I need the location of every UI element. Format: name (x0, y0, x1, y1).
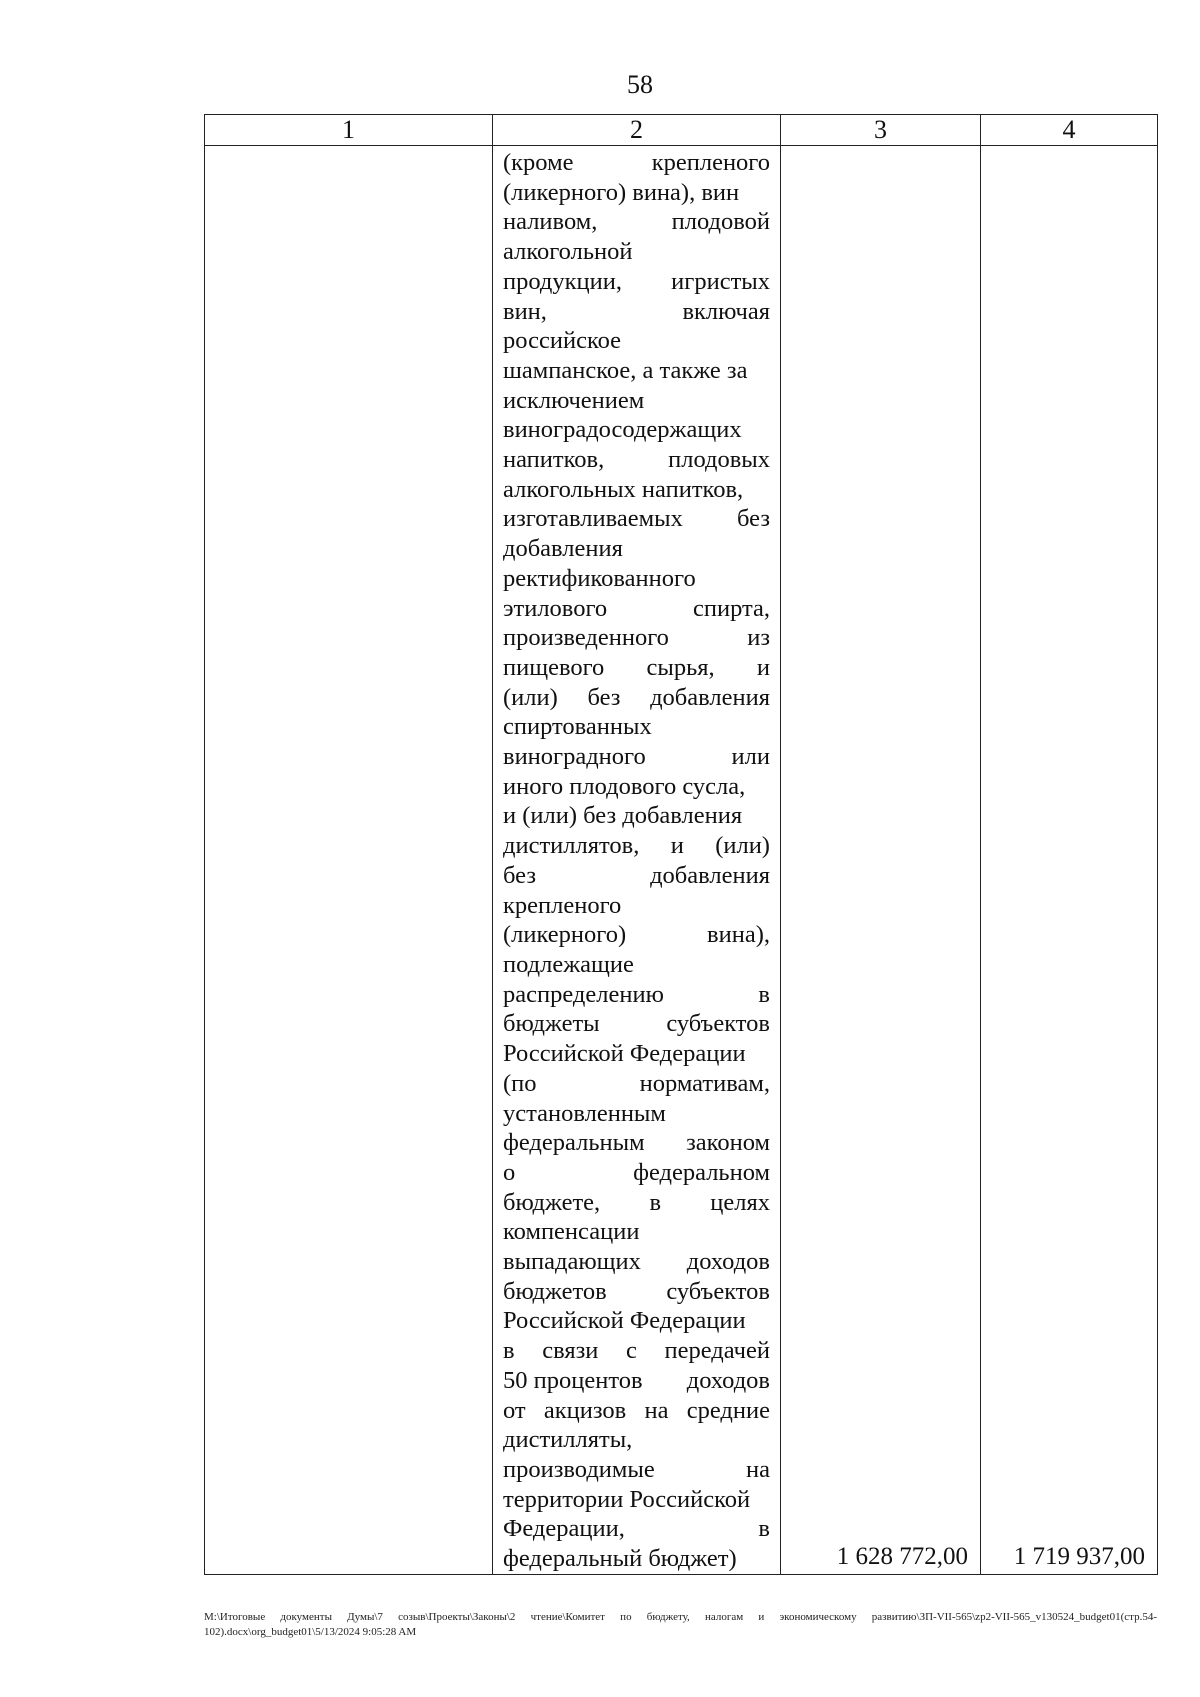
description-line (503, 148, 770, 178)
description-line (503, 178, 770, 208)
description-word: федеральном (633, 1158, 770, 1186)
description-word: российское (503, 327, 622, 355)
description-word: федеральным (503, 1129, 645, 1157)
description-word: спирта, (692, 594, 770, 622)
table-row (205, 146, 1158, 1575)
description-line (503, 920, 770, 950)
description-word: виноградного (503, 743, 646, 771)
amount-cell-col3 (781, 146, 981, 1575)
description-word: производимые (503, 1455, 655, 1483)
description-line (503, 1069, 770, 1099)
description-word: компенсации (503, 1218, 640, 1246)
description-line (503, 1366, 770, 1396)
amount-col3: 1 628 772,00 (836, 1542, 968, 1570)
description-word: на (746, 1455, 770, 1483)
description-word: крепленого (651, 149, 770, 176)
description-word: и (670, 832, 684, 860)
description-word: законом (686, 1129, 770, 1157)
description-line (503, 326, 770, 356)
description-line (503, 950, 770, 980)
description-word: без (587, 683, 621, 711)
description-word: игристых (671, 267, 770, 295)
description-word: алкогольной (503, 238, 633, 266)
table-header-row (205, 115, 1158, 146)
description-word: 50 процентов (503, 1366, 643, 1394)
description-word: доходов (686, 1366, 770, 1394)
description-line (503, 504, 770, 534)
description-word: (или) (715, 832, 770, 860)
column-header-1: 1 (205, 115, 493, 146)
description-word: выпадающих (503, 1248, 641, 1276)
description-line (503, 1188, 770, 1218)
description-line (503, 1158, 770, 1188)
description-word: дистилляты, (503, 1426, 633, 1454)
description-word: с (626, 1337, 637, 1365)
description-word: ректификованного (503, 564, 696, 592)
description-line (503, 386, 770, 416)
description-line (503, 712, 770, 742)
description-line (503, 1425, 770, 1455)
description-line (503, 267, 770, 297)
description-line (503, 1247, 770, 1277)
description-line (503, 1217, 770, 1247)
description-text (493, 146, 780, 1574)
description-word: вина), (707, 921, 770, 949)
description-word: виноградосодержащих (503, 416, 742, 444)
description-word: на (644, 1396, 669, 1424)
description-line (503, 1306, 770, 1336)
description-word: нормативам, (639, 1069, 770, 1097)
description-word: шампанское, а также за (503, 356, 748, 384)
description-word: этилового (503, 594, 608, 622)
description-word: без (503, 861, 536, 889)
description-word: крепленого (503, 891, 622, 919)
description-line (503, 801, 770, 831)
description-line (503, 980, 770, 1010)
description-word: иного плодового сусла, (503, 772, 746, 800)
description-line (503, 623, 770, 653)
description-word: напитков, (503, 446, 605, 474)
description-line (503, 1039, 770, 1069)
description-word: целях (710, 1188, 770, 1216)
description-line (503, 653, 770, 683)
description-word: алкогольных напитков, (503, 475, 744, 503)
description-word: субъектов (666, 1277, 770, 1305)
description-word: установленным (503, 1099, 666, 1127)
description-word: без (737, 505, 770, 533)
description-line (503, 1009, 770, 1039)
budget-table (204, 114, 1158, 1575)
description-word: из (747, 624, 770, 652)
description-word: Российской Федерации (503, 1307, 746, 1335)
description-word: бюджетов (503, 1277, 607, 1305)
description-word: от (503, 1396, 526, 1424)
description-word: в (758, 1515, 770, 1543)
description-line (503, 207, 770, 237)
file-path-footer: M:\Итоговые документы Думы\7 созыв\Проекты\Законы\2 чтение\Комитет по бюджету, налогам и экономическому развитию\ЗП-VII-565\zp2-VII-565_v130524_budget01(стр.54-102).docx\org_budget01\5/13/2024 9:05:28 AM (204, 1611, 1157, 1638)
description-word: наливом, (503, 208, 598, 236)
description-word: субъектов (666, 1010, 770, 1038)
description-word: (или) (503, 683, 558, 711)
description-word: добавления (650, 683, 770, 711)
description-word: бюджеты (503, 1010, 600, 1038)
description-word: (кроме (503, 149, 574, 176)
description-word: произведенного (503, 624, 669, 652)
description-word: акцизов (543, 1396, 627, 1424)
amount-cell-col4 (981, 146, 1158, 1575)
page-number: 58 (627, 70, 653, 99)
description-word: или (731, 743, 770, 771)
column-header-2: 2 (493, 115, 781, 146)
description-word: в (649, 1188, 662, 1216)
description-word: и (или) без добавления (503, 802, 743, 830)
description-word: в (758, 980, 770, 1008)
description-word: (ликерного) вина), вин (503, 178, 740, 206)
description-word: распределению (503, 980, 664, 1008)
description-word: доходов (686, 1248, 770, 1276)
description-line (503, 356, 770, 386)
description-word: Российской Федерации (503, 1040, 746, 1068)
description-line (503, 445, 770, 475)
description-word: и (756, 653, 770, 681)
description-line (503, 1485, 770, 1515)
description-word: бюджете, (503, 1188, 601, 1216)
description-line (503, 772, 770, 802)
description-line (503, 594, 770, 624)
description-word: в (503, 1337, 515, 1365)
description-line (503, 1396, 770, 1426)
description-line (503, 1544, 770, 1574)
description-line (503, 415, 770, 445)
description-line (503, 1277, 770, 1307)
description-line (503, 564, 770, 594)
description-line (503, 237, 770, 267)
description-line (503, 861, 770, 891)
column-header-4: 4 (981, 115, 1158, 146)
description-word: связи (542, 1337, 599, 1365)
description-line (503, 1099, 770, 1129)
description-word: федеральный бюджет) (503, 1545, 737, 1573)
description-word: сырья, (646, 653, 715, 681)
description-word: плодовой (671, 208, 770, 236)
description-line (503, 475, 770, 505)
description-line (503, 534, 770, 564)
description-word: продукции, (503, 267, 622, 295)
description-word: добавления (650, 861, 770, 889)
description-word: изготавливаемых (503, 505, 683, 533)
column-header-3: 3 (781, 115, 981, 146)
description-word: плодовых (668, 446, 770, 474)
description-line (503, 297, 770, 327)
description-word: включая (682, 297, 770, 325)
description-word: (по (503, 1069, 537, 1097)
description-word: дистиллятов, (503, 832, 640, 860)
description-word: вин, (503, 297, 547, 325)
description-word: добавления (503, 535, 623, 563)
description-line (503, 683, 770, 713)
description-line (503, 742, 770, 772)
description-line (503, 1514, 770, 1544)
description-word: (ликерного) (503, 921, 627, 949)
description-cell (493, 146, 781, 1575)
code-cell (205, 146, 493, 1575)
description-word: Федерации, (503, 1515, 625, 1543)
description-word: о (503, 1158, 516, 1186)
description-line (503, 1455, 770, 1485)
description-word: пищевого (503, 653, 605, 681)
description-line (503, 1128, 770, 1158)
description-word: средние (686, 1396, 770, 1424)
description-word: исключением (503, 386, 645, 414)
description-word: передачей (664, 1337, 770, 1365)
description-line (503, 831, 770, 861)
description-word: спиртованных (503, 713, 652, 741)
description-line (503, 891, 770, 921)
description-word: подлежащие (503, 950, 634, 978)
description-word: территории Российской (503, 1485, 751, 1513)
amount-col4: 1 719 937,00 (1013, 1542, 1145, 1570)
description-line (503, 1336, 770, 1366)
